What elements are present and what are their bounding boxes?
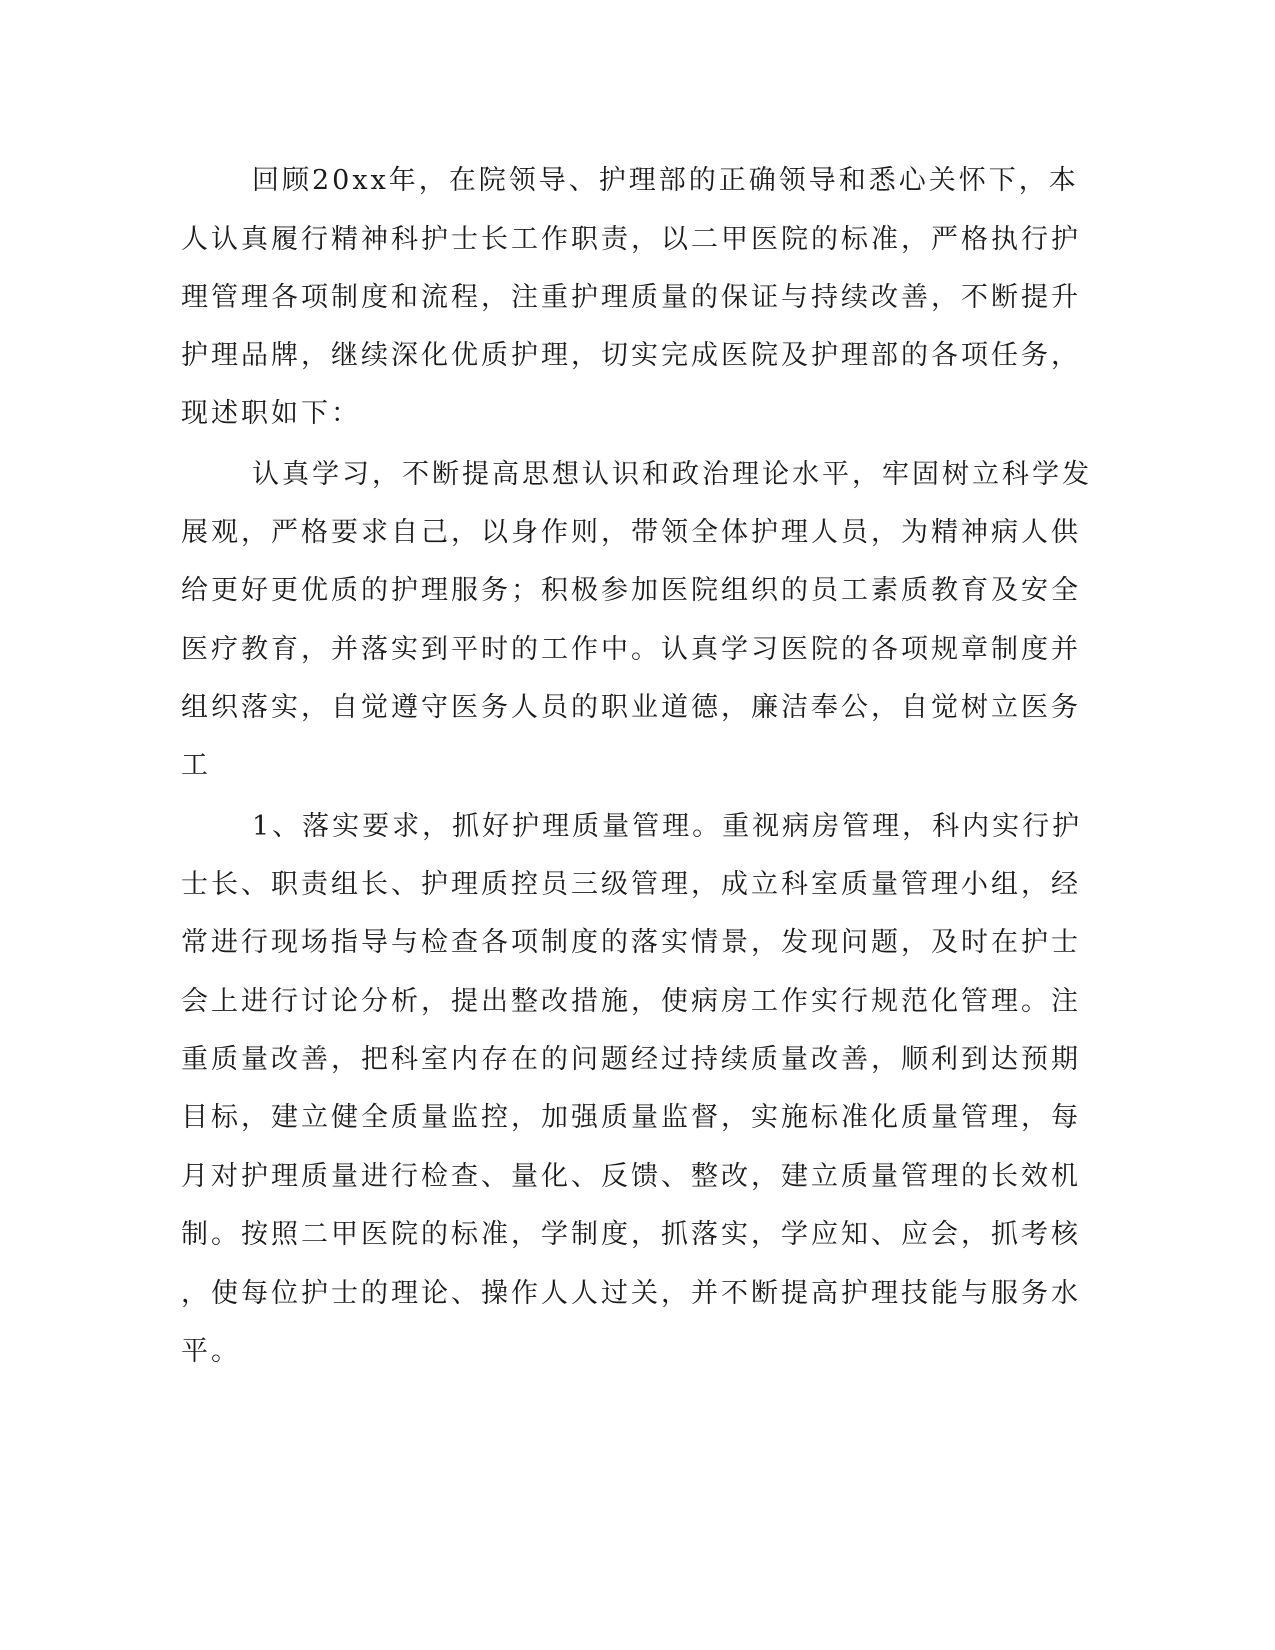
paragraph-3-line-8: 制。按照二甲医院的标准，学制度，抓落实，学应知、应会，抓考核	[181, 1219, 1081, 1250]
paragraph-1-line-2: 人认真履行精神科护士长工作职责，以二甲医院的标准，严格执行护	[181, 224, 1081, 255]
paragraph-3-line-7: 月对护理质量进行检查、量化、反馈、整改，建立质量管理的长效机	[181, 1161, 1081, 1192]
paragraph-2-line-6: 工	[181, 750, 211, 781]
paragraph-3-line-10: 平。	[181, 1336, 241, 1367]
paragraph-2-line-5: 组织落实，自觉遵守医务人员的职业道德，廉洁奉公，自觉树立医务	[181, 692, 1081, 723]
paragraph-2-line-2: 展观，严格要求自己，以身作则，带领全体护理人员，为精神病人供	[181, 517, 1081, 548]
paragraph-2-line-1: 认真学习，不断提高思想认识和政治理论水平，牢固树立科学发	[252, 459, 1092, 490]
paragraph-3-line-6: 目标，建立健全质量监控，加强质量监督，实施标准化质量管理，每	[181, 1102, 1081, 1133]
paragraph-3-line-9: ，使每位护士的理论、操作人人过关，并不断提高护理技能与服务水	[181, 1278, 1081, 1309]
paragraph-3-line-5: 重质量改善，把科室内存在的问题经过持续质量改善，顺利到达预期	[181, 1044, 1081, 1075]
paragraph-1-line-4: 护理品牌，继续深化优质护理，切实完成医院及护理部的各项任务，	[181, 340, 1081, 371]
paragraph-1-line-3: 理管理各项制度和流程，注重护理质量的保证与持续改善，不断提升	[181, 282, 1081, 313]
paragraph-2-line-3: 给更好更优质的护理服务；积极参加医院组织的员工素质教育及安全	[181, 575, 1081, 606]
paragraph-1-line-5: 现述职如下：	[181, 398, 361, 429]
paragraph-3-line-1: 1、落实要求，抓好护理质量管理。重视病房管理，科内实行护	[252, 811, 1083, 842]
paragraph-3-line-4: 会上进行讨论分析，提出整改措施，使病房工作实行规范化管理。注	[181, 986, 1081, 1017]
paragraph-3-line-3: 常进行现场指导与检查各项制度的落实情景，发现问题，及时在护士	[181, 927, 1081, 958]
paragraph-3-line-2: 士长、职责组长、护理质控员三级管理，成立科室质量管理小组，经	[181, 869, 1081, 900]
paragraph-2-line-4: 医疗教育，并落实到平时的工作中。认真学习医院的各项规章制度并	[181, 634, 1081, 665]
paragraph-1-line-1: 回顾20xx年，在院领导、护理部的正确领导和悉心关怀下，本	[252, 165, 1079, 196]
